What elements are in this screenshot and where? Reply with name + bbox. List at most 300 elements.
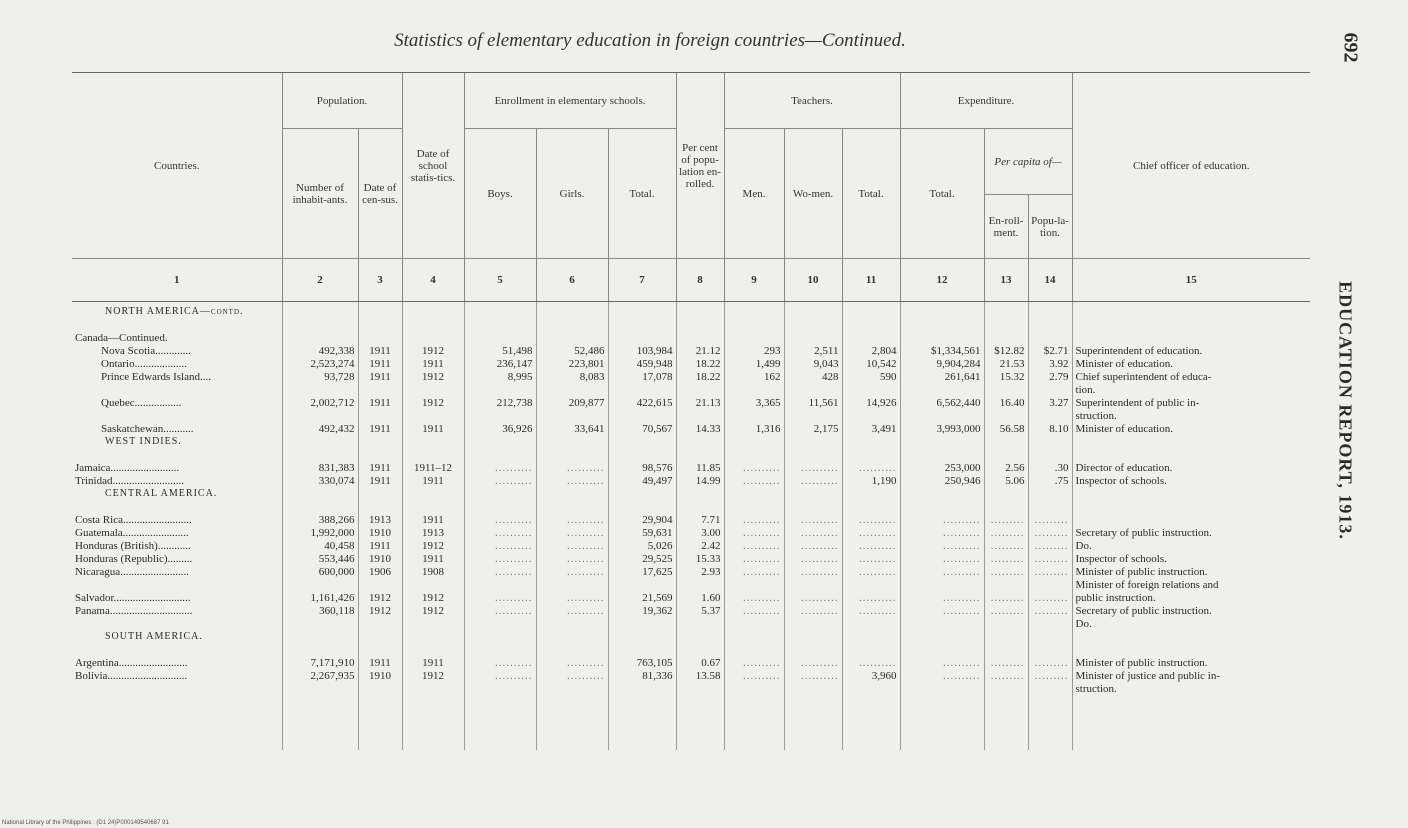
header-percent-enrolled: Per cent of popu-lation en-rolled. [676, 73, 724, 259]
data-cell: .......... [495, 657, 533, 669]
data-cell: .......... [743, 540, 781, 552]
data-cell: 1911 [369, 540, 391, 552]
column-number: 11 [842, 259, 900, 302]
data-cell: 2,523,274 [310, 358, 355, 370]
data-cell [988, 501, 1025, 514]
data-cell: .......... [801, 566, 839, 578]
data-cell: .......... [743, 462, 781, 474]
country-cell: Prince Edwards Island.... [101, 371, 211, 383]
data-cell [362, 436, 399, 449]
data-cell: .......... [743, 605, 781, 617]
data-cell: 1911 [369, 462, 391, 474]
data-cell [406, 319, 461, 332]
column-number: 3 [358, 259, 402, 302]
data-cell: struction. [1075, 683, 1117, 695]
country-cell [75, 410, 279, 423]
column-number: 12 [900, 259, 984, 302]
data-cell: .......... [743, 514, 781, 526]
data-cell: .......... [567, 605, 605, 617]
data-cell [362, 631, 399, 644]
data-cell: 1913 [422, 527, 445, 539]
data-cell [904, 410, 981, 423]
data-cell: 103,984 [636, 345, 673, 357]
data-cell: 56.58 [999, 423, 1025, 435]
data-cell: 8,995 [507, 371, 533, 383]
data-cell: .......... [859, 527, 897, 539]
data-cell: Chief superintendent of educa- [1075, 371, 1212, 383]
data-cell [904, 319, 981, 332]
data-cell: ......... [990, 527, 1025, 539]
data-cell [612, 644, 673, 657]
data-cell: public instruction. [1075, 592, 1156, 604]
data-cell: 1912 [422, 592, 445, 604]
country-cell: Nicaragua......................... [75, 566, 189, 578]
data-cell: 40,458 [324, 540, 355, 552]
data-cell: 1911 [369, 423, 391, 435]
data-cell: 1911 [369, 657, 391, 669]
data-cell [612, 384, 673, 397]
data-cell [846, 631, 897, 644]
data-cell: $1,334,561 [931, 345, 981, 357]
data-cell: .......... [743, 553, 781, 565]
data-cell [286, 501, 355, 514]
data-cell [846, 618, 897, 631]
data-cell: 388,266 [318, 514, 355, 526]
country-cell: WEST INDIES. [105, 436, 182, 447]
data-cell [468, 306, 533, 319]
data-cell: .......... [567, 475, 605, 487]
data-cell: ......... [990, 566, 1025, 578]
data-cell [612, 306, 673, 319]
data-cell: .......... [567, 540, 605, 552]
data-cell [540, 631, 605, 644]
data-cell: ......... [1034, 605, 1069, 617]
data-cell: 2,511 [814, 345, 839, 357]
data-cell [468, 332, 533, 345]
data-cell: ......... [1034, 553, 1069, 565]
data-cell: 3.92 [1049, 358, 1069, 370]
data-cell [728, 449, 781, 462]
data-cell: Minister of public instruction. [1075, 566, 1208, 578]
data-cell: .......... [801, 657, 839, 669]
data-cell: 330,074 [318, 475, 355, 487]
country-cell [75, 579, 279, 592]
data-cell [904, 683, 981, 696]
running-head: EDUCATION REPORT, 1913. [1335, 281, 1356, 540]
data-cell [1032, 384, 1069, 397]
data-cell: .......... [567, 462, 605, 474]
data-cell: 3.27 [1049, 397, 1069, 409]
data-cell: 1910 [369, 553, 391, 565]
data-cell: 1910 [369, 527, 391, 539]
data-cell [1032, 644, 1069, 657]
data-cell: 1913 [369, 514, 391, 526]
column-c3 [358, 302, 402, 750]
data-cell [1076, 332, 1308, 345]
country-cell: Guatemala........................ [75, 527, 189, 539]
data-cell [1076, 501, 1308, 514]
data-cell: .......... [495, 475, 533, 487]
data-cell [1076, 319, 1308, 332]
data-cell [286, 644, 355, 657]
data-cell [680, 501, 721, 514]
data-cell: .......... [567, 592, 605, 604]
data-cell: Inspector of schools. [1075, 475, 1167, 487]
data-cell [286, 332, 355, 345]
data-cell [286, 306, 355, 319]
data-cell: 212,738 [496, 397, 533, 409]
data-cell: Director of education. [1075, 462, 1173, 474]
header-total-expenditure: Total. [900, 129, 984, 259]
column-c7 [608, 302, 676, 750]
data-cell: 93,728 [324, 371, 355, 383]
data-cell [788, 683, 839, 696]
data-cell [406, 384, 461, 397]
data-cell [680, 332, 721, 345]
data-cell: .......... [743, 475, 781, 487]
data-cell: 236,147 [496, 358, 533, 370]
column-number: 7 [608, 259, 676, 302]
data-cell [1032, 631, 1069, 644]
header-men: Men. [724, 129, 784, 259]
country-cell: Canada—Continued. [75, 332, 168, 344]
column-number: 9 [724, 259, 784, 302]
data-cell: .......... [859, 540, 897, 552]
header-women: Wo-men. [784, 129, 842, 259]
data-cell: 14.99 [695, 475, 721, 487]
data-cell [540, 332, 605, 345]
data-cell: 11,561 [808, 397, 839, 409]
data-cell [362, 683, 399, 696]
data-cell: ......... [1034, 540, 1069, 552]
header-per-capita: Per capita of— [984, 129, 1072, 195]
data-cell: 1,499 [755, 358, 781, 370]
data-cell [728, 488, 781, 501]
data-cell [988, 436, 1025, 449]
data-cell: 2.79 [1049, 371, 1069, 383]
data-cell: .......... [743, 657, 781, 669]
data-cell [728, 631, 781, 644]
data-cell: .......... [801, 540, 839, 552]
data-cell [468, 410, 533, 423]
data-cell [904, 579, 981, 592]
data-cell: 5.06 [1005, 475, 1025, 487]
data-cell [788, 410, 839, 423]
country-cell: Trinidad.......................... [75, 475, 184, 487]
data-cell: ......... [1034, 514, 1069, 526]
column-number: 14 [1028, 259, 1072, 302]
data-cell [846, 644, 897, 657]
data-cell: ......... [1034, 670, 1069, 682]
data-cell [680, 683, 721, 696]
data-cell [406, 306, 461, 319]
column-number: 8 [676, 259, 724, 302]
data-cell [1076, 306, 1308, 319]
data-cell [788, 618, 839, 631]
data-cell [468, 436, 533, 449]
data-cell [988, 306, 1025, 319]
column-c14 [1028, 302, 1072, 750]
data-cell: 5.37 [701, 605, 721, 617]
data-cell [904, 488, 981, 501]
column-c8 [676, 302, 724, 750]
data-cell [988, 384, 1025, 397]
data-cell [612, 618, 673, 631]
data-cell: 492,432 [318, 423, 355, 435]
data-cell: .......... [801, 605, 839, 617]
data-cell [988, 683, 1025, 696]
data-cell: .30 [1054, 462, 1069, 474]
data-cell: .......... [567, 527, 605, 539]
data-cell: 3,993,000 [936, 423, 981, 435]
data-cell: 1911 [369, 358, 391, 370]
data-cell: 831,383 [318, 462, 355, 474]
data-cell [788, 384, 839, 397]
data-cell [1032, 579, 1069, 592]
data-cell: Superintendent of education. [1075, 345, 1203, 357]
data-cell [406, 332, 461, 345]
data-cell: $2.71 [1043, 345, 1069, 357]
data-cell: .......... [943, 605, 981, 617]
header-teachers: Teachers. [724, 73, 900, 129]
data-cell [1032, 319, 1069, 332]
data-cell [988, 410, 1025, 423]
data-cell: 590 [880, 371, 897, 383]
data-cell [1032, 410, 1069, 423]
page-number: 692 [1339, 32, 1362, 63]
data-cell [362, 501, 399, 514]
data-cell: 2,175 [813, 423, 839, 435]
data-cell [286, 410, 355, 423]
data-cell [1032, 618, 1069, 631]
data-cell: Minister of foreign relations and [1075, 579, 1219, 591]
column-c2 [282, 302, 358, 750]
data-cell: 1912 [422, 540, 445, 552]
data-cell [1076, 514, 1308, 527]
data-cell: .......... [495, 592, 533, 604]
data-cell: struction. [1075, 410, 1117, 422]
data-cell: 1,190 [871, 475, 897, 487]
column-number: 15 [1072, 259, 1310, 302]
data-cell: .......... [495, 670, 533, 682]
data-cell: Minister of education. [1075, 423, 1173, 435]
data-cell [406, 488, 461, 501]
data-cell [728, 332, 781, 345]
data-cell: 10,542 [866, 358, 897, 370]
data-cell: 1911–12 [413, 462, 453, 474]
data-cell [988, 488, 1025, 501]
data-cell [540, 306, 605, 319]
data-cell: .......... [859, 592, 897, 604]
data-cell: 600,000 [318, 566, 355, 578]
data-cell [846, 436, 897, 449]
data-cell [846, 449, 897, 462]
data-cell: .......... [495, 605, 533, 617]
data-cell [904, 306, 981, 319]
country-cell: Argentina......................... [75, 657, 188, 669]
country-cell: Ontario................... [101, 358, 187, 370]
country-cell: CENTRAL AMERICA. [105, 488, 218, 499]
data-cell: 2,002,712 [310, 397, 355, 409]
data-cell: 16.40 [999, 397, 1025, 409]
country-cell [75, 449, 279, 462]
data-cell: .......... [743, 670, 781, 682]
data-cell: 2.42 [701, 540, 721, 552]
data-cell: .......... [943, 553, 981, 565]
data-cell [468, 384, 533, 397]
data-cell: .......... [801, 514, 839, 526]
data-cell: 1.60 [701, 592, 721, 604]
data-cell: ......... [990, 657, 1025, 669]
data-cell [988, 449, 1025, 462]
data-cell [846, 319, 897, 332]
data-cell: .......... [495, 514, 533, 526]
data-cell [286, 618, 355, 631]
data-cell: .......... [943, 592, 981, 604]
data-cell [1076, 436, 1308, 449]
data-cell: .......... [743, 527, 781, 539]
data-cell: 8,083 [579, 371, 605, 383]
data-cell: 1912 [422, 345, 445, 357]
data-cell [406, 683, 461, 696]
data-cell [612, 579, 673, 592]
data-cell: 21,569 [642, 592, 673, 604]
data-cell [788, 319, 839, 332]
data-cell: .......... [801, 527, 839, 539]
data-cell: .......... [567, 657, 605, 669]
data-cell [1032, 436, 1069, 449]
data-cell: .......... [943, 514, 981, 526]
country-cell: Quebec................. [101, 397, 182, 409]
data-cell: 1912 [422, 371, 445, 383]
data-cell: 70,567 [642, 423, 673, 435]
data-cell [612, 501, 673, 514]
data-cell [680, 449, 721, 462]
data-cell [904, 449, 981, 462]
data-cell [1032, 332, 1069, 345]
data-cell [612, 449, 673, 462]
data-cell: ......... [990, 670, 1025, 682]
data-cell: 1912 [369, 605, 391, 617]
data-cell [680, 644, 721, 657]
data-cell: ......... [1034, 566, 1069, 578]
data-cell [904, 436, 981, 449]
column-c15 [1072, 302, 1310, 750]
data-cell [988, 631, 1025, 644]
data-cell [612, 410, 673, 423]
data-cell: 81,336 [642, 670, 673, 682]
header-total-enrollment: Total. [608, 129, 676, 259]
data-cell: 1911 [369, 397, 391, 409]
data-cell: Secretary of public instruction. [1075, 527, 1212, 539]
data-cell: .......... [859, 462, 897, 474]
country-cell [75, 319, 279, 332]
data-cell [286, 384, 355, 397]
data-cell: 11.85 [696, 462, 721, 474]
data-cell [728, 644, 781, 657]
column-c12 [900, 302, 984, 750]
data-cell: 360,118 [319, 605, 355, 617]
data-cell [362, 319, 399, 332]
data-cell: 1,161,426 [310, 592, 355, 604]
data-cell [788, 332, 839, 345]
data-cell [406, 579, 461, 592]
data-cell: Inspector of schools. [1075, 553, 1167, 565]
data-cell [406, 501, 461, 514]
data-cell [468, 449, 533, 462]
data-cell: 1912 [422, 670, 445, 682]
data-cell: 2,267,935 [310, 670, 355, 682]
data-cell: Minister of public instruction. [1075, 657, 1208, 669]
data-cell: 1,992,000 [310, 527, 355, 539]
data-cell: 3,491 [871, 423, 897, 435]
column-number: 10 [784, 259, 842, 302]
data-cell: 49,497 [642, 475, 673, 487]
data-cell [846, 579, 897, 592]
country-cell [75, 644, 279, 657]
data-cell: 14,926 [866, 397, 897, 409]
data-cell: 59,631 [642, 527, 673, 539]
data-cell: ......... [990, 553, 1025, 565]
data-cell [468, 501, 533, 514]
data-cell [286, 631, 355, 644]
data-cell: 15.33 [695, 553, 721, 565]
data-cell [904, 618, 981, 631]
data-cell [680, 488, 721, 501]
data-cell [680, 579, 721, 592]
data-cell: 51,498 [502, 345, 533, 357]
country-cell [75, 683, 279, 696]
data-cell: 1908 [422, 566, 445, 578]
data-cell: .......... [943, 657, 981, 669]
column-number: 1 [72, 259, 282, 302]
data-cell: .......... [943, 566, 981, 578]
data-cell: .......... [801, 553, 839, 565]
country-cell: Jamaica......................... [75, 462, 180, 474]
data-cell [406, 449, 461, 462]
data-cell [728, 410, 781, 423]
data-cell: Superintendent of public in- [1075, 397, 1200, 409]
data-cell: ......... [990, 592, 1025, 604]
data-cell [362, 410, 399, 423]
data-cell: 1,316 [755, 423, 781, 435]
data-cell [788, 436, 839, 449]
data-cell [362, 449, 399, 462]
data-cell: 3,365 [755, 397, 781, 409]
data-cell: 7.71 [701, 514, 721, 526]
data-cell [1076, 449, 1308, 462]
data-cell: 209,877 [568, 397, 605, 409]
data-cell [286, 449, 355, 462]
data-cell: .......... [859, 553, 897, 565]
header-enrollment: Enrollment in elementary schools. [464, 73, 676, 129]
data-cell [1032, 501, 1069, 514]
data-cell: .......... [495, 566, 533, 578]
data-cell [612, 488, 673, 501]
data-cell [540, 384, 605, 397]
data-cell [728, 501, 781, 514]
data-cell: .......... [859, 566, 897, 578]
data-cell [540, 579, 605, 592]
data-cell [286, 683, 355, 696]
data-cell [680, 306, 721, 319]
data-cell: .......... [943, 527, 981, 539]
data-cell: Do. [1075, 618, 1092, 630]
data-cell [540, 319, 605, 332]
data-cell: 1911 [422, 358, 444, 370]
country-cell: Panama.............................. [75, 605, 193, 617]
data-cell [788, 488, 839, 501]
